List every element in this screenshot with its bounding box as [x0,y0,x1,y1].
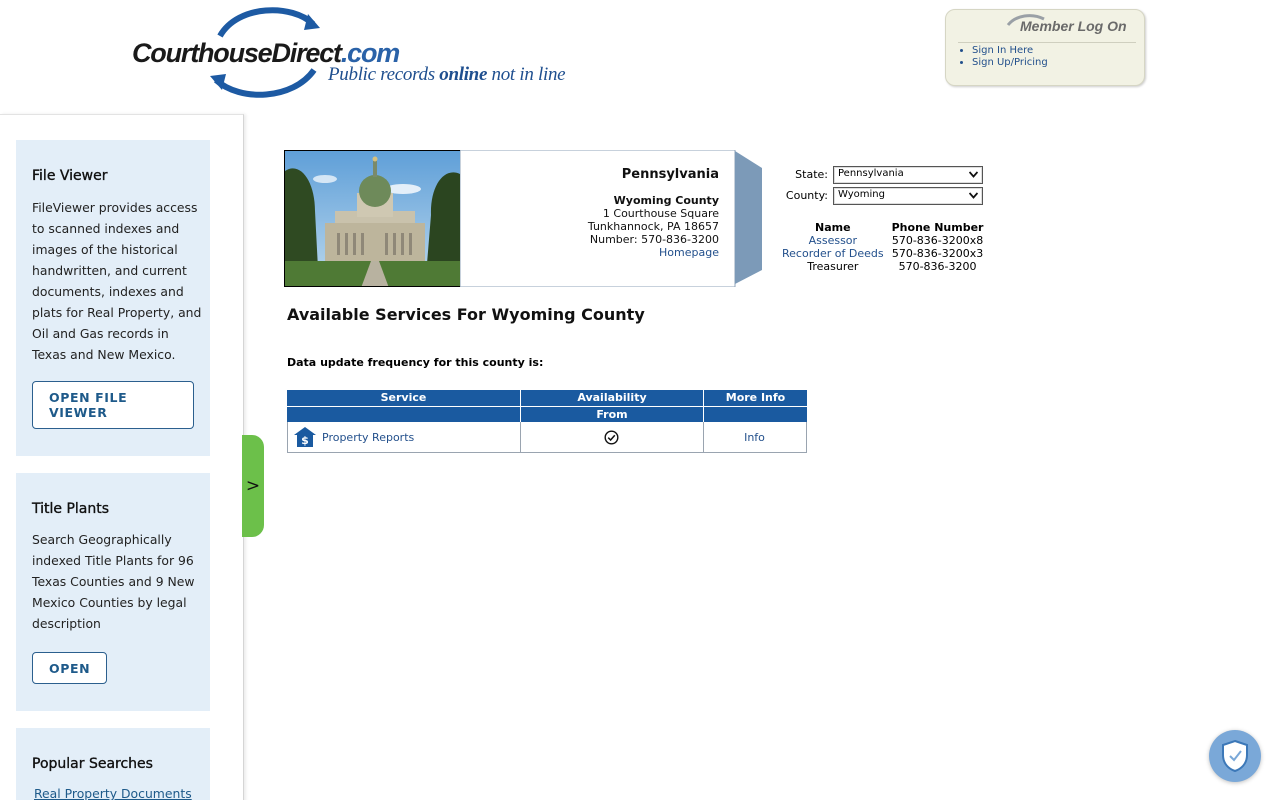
sign-up-link[interactable]: Sign Up/Pricing [972,57,1048,68]
table-row [778,247,987,260]
contact-recorder-link[interactable]: Recorder of Deeds [782,247,884,260]
header-blank [704,407,807,422]
property-house-icon [294,427,316,447]
check-circle-icon [604,430,619,445]
state-selector-row [770,166,990,184]
contacts-header-name: Name [815,221,851,234]
county-city: Tunkhannock, PA 18657 [587,220,719,233]
info-link[interactable]: Info [744,430,765,444]
svg-text:$: $ [301,434,309,447]
member-logon-title: Member Log On [1020,18,1127,34]
services-table [287,390,807,453]
shield-check-icon [1220,739,1250,773]
header-blank [287,407,520,422]
county-contacts-table [778,221,987,273]
title-plants-card [16,473,210,711]
title-plants-title: Title Plants [32,501,110,517]
more-info-cell [703,422,807,453]
table-row [778,260,987,273]
sidebar-toggle-button[interactable]: > [242,435,264,537]
contact-assessor-link[interactable]: Assessor [808,234,858,247]
header-service: Service [287,390,520,406]
state-label: State: [795,168,828,181]
contact-phone: 570-836-3200 [898,260,977,273]
state-select-value: Pennsylvania [838,168,904,179]
county-state: Pennsylvania [621,167,719,182]
contacts-header-phone: Phone Number [891,221,984,234]
county-info [470,168,719,259]
county-label: County: [785,189,828,202]
popular-searches-card [16,728,210,800]
contact-phone: 570-836-3200x3 [891,247,984,260]
logo-brand: CourthouseDirect.com [132,38,400,68]
header-from: From [521,407,703,422]
county-homepage-link[interactable]: Homepage [659,246,719,259]
file-viewer-description: FileViewer provides access to scanned indexes and images of the historical handwritten, and current documents, indexes and plats for Real Property, and Oil and Gas records in Texas and New Mexico. [32,200,202,362]
property-reports-link[interactable]: Property Reports [322,430,415,444]
open-title-plants-button[interactable]: OPEN [32,652,107,684]
table-row [287,422,521,453]
chevron-down-icon [969,192,978,199]
county-number: Number: 570-836-3200 [589,233,719,246]
contact-phone: 570-836-3200x8 [891,234,984,247]
contact-treasurer: Treasurer [807,260,859,273]
courthousedirect-logo[interactable] [128,6,578,98]
title-plants-description: Search Geographically indexed Title Plants for 96 Texas Counties and 9 New Mexico Counties by legal description [32,532,195,631]
county-selector-row [770,187,990,205]
logo-tagline: Public records online not in line [328,64,566,85]
county-select-value: Wyoming [838,189,885,200]
availability-cell [520,422,704,453]
table-row [778,234,987,247]
file-viewer-card [16,140,210,456]
header-more-info: More Info [704,390,807,406]
popular-searches-title: Popular Searches [32,756,153,772]
sign-in-link[interactable]: Sign In Here [972,45,1034,56]
file-viewer-title: File Viewer [32,168,108,184]
sidebar [0,114,244,800]
security-badge-button[interactable] [1209,730,1261,782]
header-availability: Availability [521,390,703,406]
state-select[interactable] [833,166,983,184]
county-address: 1 Courthouse Square [602,207,719,220]
county-select[interactable] [833,187,983,205]
capitol-building-image [284,150,461,287]
real-property-documents-link[interactable]: Real Property Documents [34,786,192,800]
services-title: Available Services For Wyoming County [287,305,645,324]
member-divider [958,42,1136,43]
update-frequency-text: Data update frequency for this county is: [287,356,544,369]
county-name: Wyoming County [613,194,719,207]
open-file-viewer-button[interactable]: OPEN FILE VIEWER [32,381,194,429]
chevron-down-icon [969,171,978,178]
member-logon-panel [945,9,1145,86]
member-links [972,45,1048,69]
